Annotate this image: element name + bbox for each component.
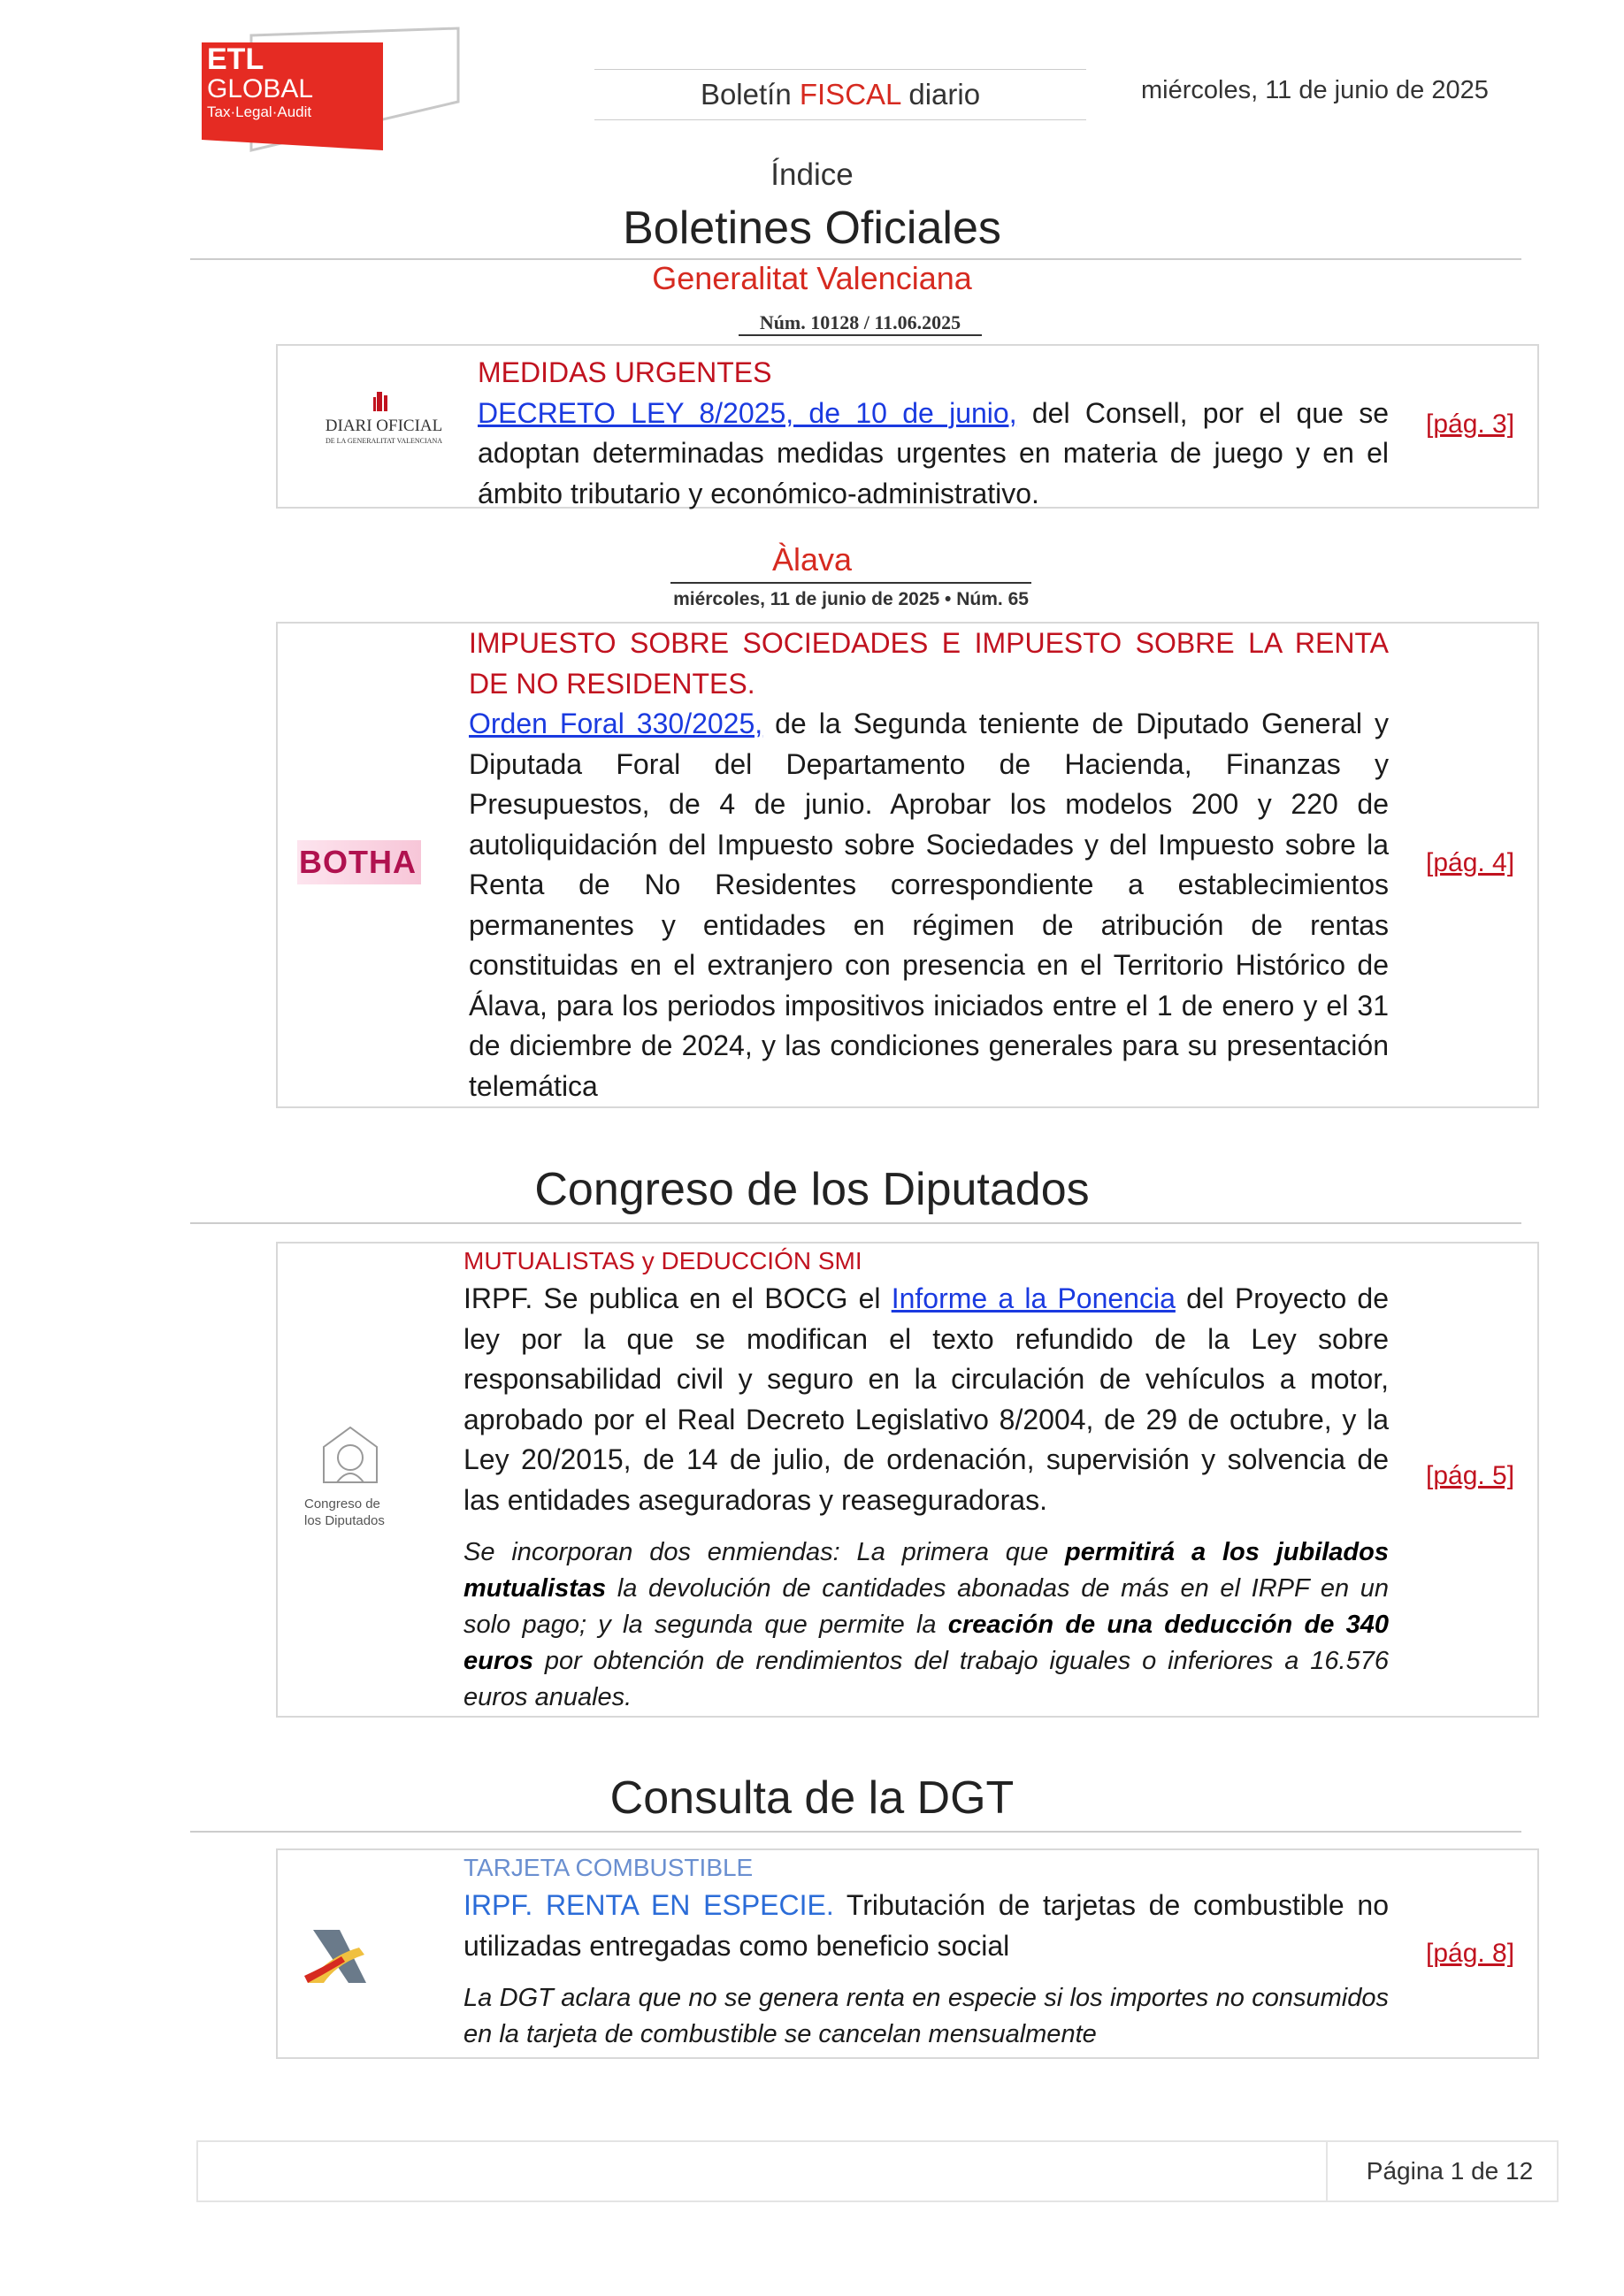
category-impuesto-sociedades: IMPUESTO SOBRE SOCIEDADES E IMPUESTO SOBRE LA RENTA DE NO RESIDENTES. [469, 627, 1389, 700]
dgt-heading: Consulta de la DGT [609, 1772, 1015, 1824]
section-title-alava: Àlava [771, 541, 853, 578]
page-link-5[interactable]: [pág. 5] [1426, 1461, 1515, 1490]
decreto-description: del Consell, por el que se adoptan determinadas medidas urgentes en materia de juego y en el ámbito tributario y económico-administrativo. [478, 396, 1390, 509]
index-heading: Índice [770, 157, 854, 192]
aeat-logo-icon [297, 1921, 377, 1992]
informe-ponencia-link[interactable]: Informe a la Ponencia [891, 1282, 1176, 1314]
summary-bold1: permitirá a los jubilados mutualistas [463, 1538, 1389, 1603]
dgt-text: Tributación de tarjetas de combustible no utilizadas entregadas como beneficio social [463, 1889, 1390, 1962]
dogv-logo-line2: DE LA GENERALITAT VALENCIANA [325, 437, 443, 445]
congreso-text-pre: IRPF. Se publica en el BOCG el [463, 1282, 892, 1314]
logo-line3: Tax·Legal·Audit [207, 103, 312, 120]
page-link-3[interactable]: [pág. 3] [1426, 409, 1515, 439]
category-tarjeta-combustible: TARJETA COMBUSTIBLE [463, 1854, 754, 1881]
bulletin-title [594, 69, 1086, 120]
entry-dgt [276, 1848, 1539, 2059]
issue-number-alava [670, 582, 1031, 610]
entry-congreso [276, 1242, 1539, 1718]
botha-logo [297, 840, 421, 884]
summary-part3: por obtención de rendimientos del trabajo iguales o inferiores a 16.576 euros anuales. [463, 1647, 1389, 1711]
page-link-8[interactable]: [pág. 8] [1426, 1939, 1515, 1968]
dogv-logo-line1: DIARI OFICIAL [325, 417, 443, 435]
summary-part1: Se incorporan dos enmiendas: La primera que [463, 1538, 1066, 1566]
congreso-logo [297, 1420, 403, 1535]
title-post: diario [908, 78, 981, 111]
section-title-valenciana: Generalitat Valenciana [652, 260, 972, 296]
category-medidas-urgentes: MEDIDAS URGENTES [478, 356, 772, 388]
etl-global-logo [202, 27, 467, 159]
summary-part2: la devolución de cantidades abonadas de más en el IRPF en un solo pago; y la segunda que permite la [463, 1574, 1389, 1639]
logo-line2: GLOBAL [207, 74, 314, 103]
congreso-logo-line2: los Diputados [304, 1513, 385, 1528]
title-fiscal: FISCAL [799, 78, 901, 111]
congreso-rule [190, 1222, 1521, 1224]
page-link-4[interactable]: [pág. 4] [1426, 848, 1515, 877]
orden-foral-link[interactable]: Orden Foral 330/2025, [469, 708, 763, 739]
entry-alava [276, 622, 1539, 1108]
congreso-text-post: del Proyecto de ley por la que se modifican el texto refundido de la Ley sobre responsabilidad civil y seguro en la circulación de vehículos a motor, aprobado por el Real Decreto Legislativo 8/2004, de 29 de octubre, y la Ley 20/2015, de 14 de julio, de ordenación, supervisión y solvencia de las entidades aseguradoras y reaseguradoras. [463, 1282, 1390, 1516]
footer-divider [1326, 2142, 1328, 2200]
dgt-rule [190, 1831, 1521, 1833]
issue-number-valenciana [739, 311, 982, 336]
dogv-logo [295, 390, 472, 461]
dgt-prefix: IRPF. RENTA EN ESPECIE. [463, 1889, 834, 1921]
dgt-summary: La DGT aclara que no se genera renta en especie si los importes no consumidos en la tarjeta de combustible se cancelan mensualmente [463, 1984, 1389, 2048]
congreso-logo-line1: Congreso de [304, 1496, 380, 1512]
botha-logo-text: BOTHA [299, 844, 417, 880]
issue-text-alava: miércoles, 11 de junio de 2025 • Núm. 65 [673, 589, 1029, 609]
page-footer [196, 2140, 1559, 2202]
header-date: miércoles, 11 de junio de 2025 [1141, 76, 1489, 104]
orden-foral-description: de la Segunda teniente de Diputado General y Diputada Foral del Departamento de Hacienda, Finanzas y Presupuestos, de 4 de junio. Aprobar los modelos 200 y 220 de autoliquidación del Impuesto sobre Sociedades y del Impuesto sobre la Renta de No Residentes correspondiente a establecimientos permanentes y entidades en régimen de atribución de rentas constituidas en el extranjero con presencia en el Territorio Histórico de Álava, para los periodos impositivos iniciados entre el 1 de enero y el 31 de diciembre de 2024, y las condiciones generales para su presentación telemática [469, 708, 1389, 1102]
logo-line1: ETL [207, 42, 264, 76]
summary-bold2: creación de una deducción de 340 euros [463, 1611, 1389, 1675]
issue-text: Núm. 10128 / 11.06.2025 [759, 311, 961, 333]
decreto-ley-link[interactable]: DECRETO LEY 8/2025, de 10 de junio, [478, 396, 1017, 429]
boletines-heading: Boletines Oficiales [623, 203, 1001, 254]
category-mutualistas: MUTUALISTAS y DEDUCCIÓN SMI [463, 1247, 862, 1274]
page-number: Página 1 de 12 [1366, 2157, 1534, 2185]
congreso-summary [463, 1534, 1389, 1716]
entry-valenciana [276, 344, 1539, 509]
title-pre: Boletín [700, 78, 792, 111]
congreso-heading: Congreso de los Diputados [534, 1164, 1090, 1215]
